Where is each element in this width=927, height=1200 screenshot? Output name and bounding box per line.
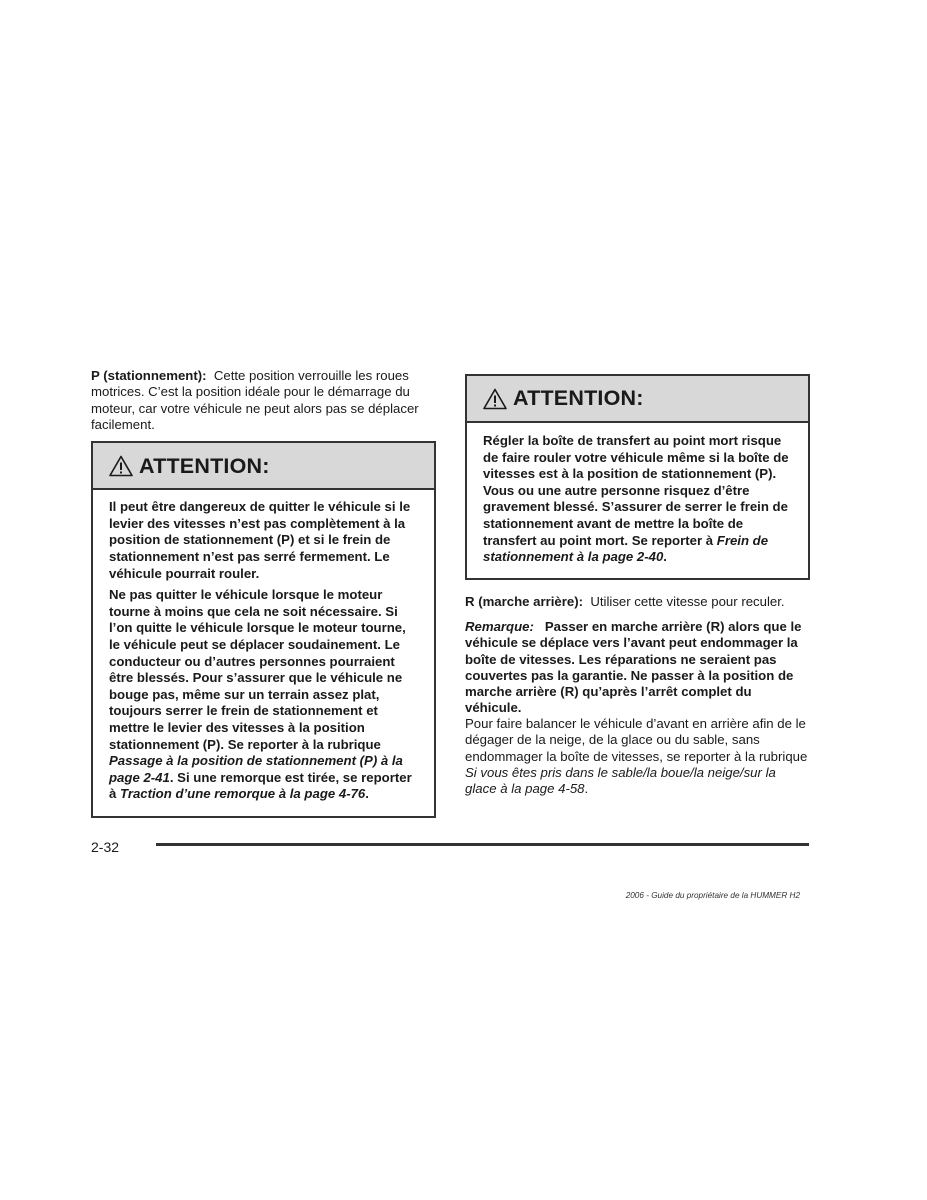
attention-text: .: [365, 786, 369, 802]
attention-text: . Si une remorque est tirée, se reporter à: [109, 769, 412, 802]
reference-trailer-towing: Traction d’une remorque à la page 4-76: [120, 786, 366, 802]
attention-text: Ne pas quitter le véhicule lorsque le moteur tourne à moins que cela ne soit nécessaire. Si l’on quitte le véhicule lorsque le moteur tourne, le véhicule peut se déplacer soudainement. Le conducteur ou d’autres personnes pourraient être blessés. Pour s’assurer que le véhicule ne bouge pas, même sur un terrain assez plat, toujours serrer le frein de stationnement et mettre le levier des vitesses à la position stationnement (P). Se reporter à la rubrique: [109, 587, 406, 752]
rocking-text: .: [584, 781, 589, 797]
reverse-text: Utiliser cette vitesse pour reculer.: [590, 594, 785, 609]
rocking-text: Pour faire balancer le véhicule d’avant en arrière afin de le dégager de la neige, de la glace ou du sable, sans endommager la boîte de vitesses, se reporter à la rubrique: [465, 716, 808, 764]
reference-park-position: Passage à la position de stationnement (P) à la page 2-41: [109, 753, 403, 785]
attention-body: [93, 490, 434, 816]
notice-paragraph: [465, 619, 810, 717]
reverse-label: R (marche arrière):: [465, 594, 584, 609]
park-paragraph: [91, 368, 435, 433]
attention-title: ATTENTION:: [139, 453, 270, 478]
attention-box-left: [91, 441, 436, 818]
attention-text: .: [663, 549, 667, 565]
warning-triangle-icon: [109, 455, 133, 477]
attention-paragraph: [483, 433, 794, 566]
attention-paragraph-1: Il peut être dangereux de quitter le véhicule si le levier des vitesses n’est pas complètement à la position de stationnement (P) et si le frein de stationnement n’est pas serré fermement. Le véhicule pourrait rouler.: [109, 499, 411, 581]
attention-title: ATTENTION:: [513, 386, 644, 411]
rocking-paragraph: [465, 716, 810, 797]
attention-header: [467, 376, 808, 423]
attention-box-right: [465, 374, 810, 580]
footer-rule: [156, 843, 809, 846]
reverse-paragraph: [465, 594, 810, 610]
reference-stuck-vehicle: Si vous êtes pris dans le sable/la boue/la neige/sur la glace à la page 4-58: [465, 764, 776, 797]
left-column: [91, 368, 435, 818]
attention-header: [93, 443, 434, 490]
attention-body: [467, 423, 808, 578]
warning-triangle-icon: [483, 388, 507, 410]
footer-note: 2006 - Guide du propriétaire de la HUMMER H2: [625, 891, 800, 900]
page-number: 2-32: [91, 839, 120, 855]
right-column: [465, 368, 810, 574]
notice-text: Passer en marche arrière (R) alors que le véhicule se déplace vers l’avant peut endommager la boîte de vitesses. Les réparations ne seraient pas couvertes pas la garantie. Ne passer à la position de marche arrière (R) qu’après l’arrêt complet du véhicule.: [465, 619, 802, 716]
attention-text: Régler la boîte de transfert au point mort risque de faire rouler votre véhicule même si la boîte de vitesses est à la position de stationnement (P). Vous ou une autre personne risquez d’être gravement blessé. S’assurer de serrer le frein de stationnement avant de mettre la boîte de transfert au point mort. Se reporter à: [483, 433, 789, 548]
park-label: P (stationnement):: [91, 368, 207, 383]
reference-parking-brake: Frein de stationnement à la page 2-40: [483, 532, 769, 565]
attention-paragraph-2: [109, 587, 420, 803]
park-text: Cette position verrouille les roues motrices. C’est la position idéale pour le démarrage du moteur, car votre véhicule ne peut alors pas se déplacer facilement.: [91, 368, 419, 432]
notice-label: Remarque:: [465, 619, 534, 634]
